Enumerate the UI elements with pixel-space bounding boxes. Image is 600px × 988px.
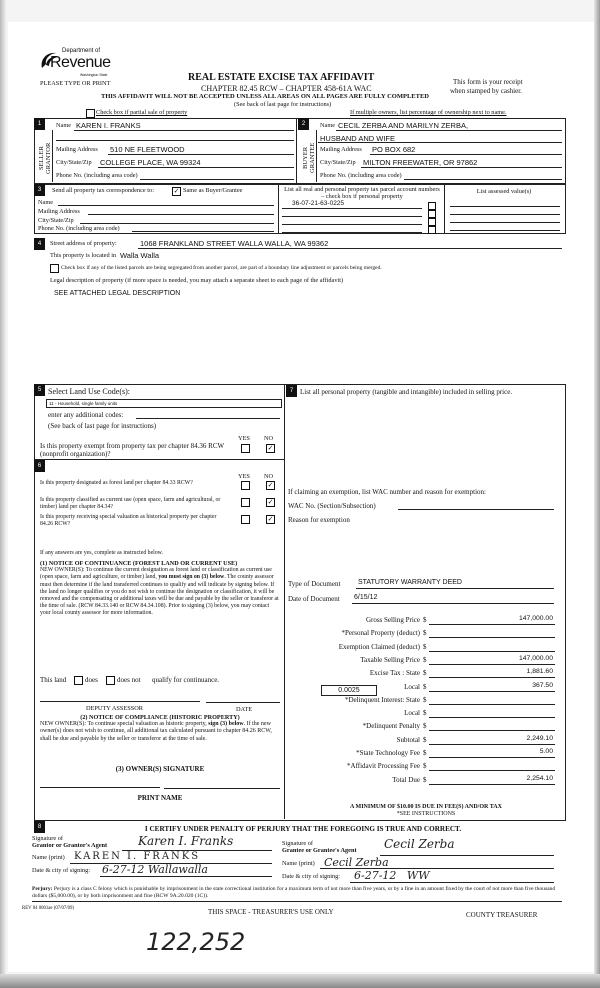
local-rate-value: 0.0025 bbox=[338, 687, 360, 694]
rev-code: REV 84 0001ae (07/07/09) bbox=[22, 906, 75, 911]
personal-property-checkbox[interactable] bbox=[428, 218, 436, 226]
buyer-name-line-2 bbox=[318, 142, 562, 143]
amount-field[interactable] bbox=[429, 730, 555, 731]
wac-field[interactable] bbox=[398, 509, 554, 510]
buyer-side-rule bbox=[316, 130, 317, 182]
seller-city-line bbox=[98, 167, 294, 168]
deputy-assessor-label: DEPUTY ASSESSOR bbox=[86, 705, 143, 712]
same-as-buyer-label: Same as Buyer/Grantee bbox=[183, 187, 243, 194]
parcel-number-field[interactable] bbox=[282, 232, 422, 233]
doc-date-value[interactable]: 6/15/12 bbox=[354, 594, 378, 601]
county-treasurer-label: COUNTY TREASURER bbox=[466, 911, 538, 919]
exempt-yes-checkbox[interactable] bbox=[241, 444, 250, 453]
amount-field[interactable] bbox=[429, 691, 555, 692]
doc-type-value[interactable]: STATUTORY WARRANTY DEED bbox=[358, 579, 462, 586]
grantee-signature[interactable]: Cecil Zerba bbox=[384, 837, 455, 851]
grantor-name-label: Name (print) bbox=[32, 854, 65, 861]
grantor-sig-label-2: Grantor or Grantor's Agent bbox=[32, 842, 108, 849]
currency-symbol: $ bbox=[423, 775, 427, 784]
grantor-name-value[interactable]: KAREN I. FRANKS bbox=[74, 851, 201, 862]
reason-label: Reason for exemption bbox=[288, 516, 350, 524]
scan-edge-left bbox=[0, 0, 6, 988]
yes-header-5: YES bbox=[238, 435, 250, 442]
section-6-question: Is this property receiving special valuation as historical property per chapter 84.26 RCW? bbox=[40, 514, 217, 527]
doc-date-label: Date of Document bbox=[288, 595, 340, 603]
assessed-header: List assessed value(s) bbox=[476, 188, 532, 195]
no-header-5: NO bbox=[264, 435, 274, 442]
section-3-badge: 3 bbox=[34, 184, 45, 196]
amount-field[interactable] bbox=[429, 651, 555, 652]
amount-label: *Personal Property (deduct) bbox=[341, 629, 420, 638]
compliance-text-a: NEW OWNER(S): To continue special valuation as historic property, bbox=[40, 721, 209, 728]
assessed-value-field[interactable] bbox=[450, 230, 560, 231]
grantee-date-value[interactable]: 6-27-12 WW bbox=[354, 869, 430, 882]
deputy-assessor-signature-field[interactable] bbox=[40, 701, 200, 702]
amount-value: 2,254.10 bbox=[526, 774, 553, 782]
perjury-text: Perjury is a class C felony which is punishable by imprisonment in the state correctional institution for a maximum term of not more than five years, or by a fine in an amount fixed by the court of not more than five thousand dollars ($5,000.00), or by both imprisonment and fine (RCW 9A.20.020 (1C)). bbox=[32, 886, 556, 899]
section-1-badge: 1 bbox=[34, 118, 45, 130]
buyer-mailing-value[interactable]: PO BOX 682 bbox=[372, 145, 416, 154]
land-use-label: Select Land Use Code(s): bbox=[48, 387, 130, 396]
amount-field[interactable] bbox=[429, 757, 555, 758]
handwritten-receipt-number: 122,252 bbox=[146, 928, 246, 956]
section-5-badge: 5 bbox=[34, 384, 45, 396]
seller-mailing-value[interactable]: 510 NE FLEETWOOD bbox=[110, 145, 185, 154]
column-divider bbox=[284, 384, 285, 819]
parties-divider bbox=[296, 118, 297, 184]
located-label: This property is located in bbox=[50, 252, 117, 259]
this-land-label: This land bbox=[40, 676, 67, 684]
does-not-qualify-checkbox[interactable] bbox=[106, 676, 115, 685]
owner-signature-field-2[interactable] bbox=[164, 788, 280, 789]
continuance-text-a: NEW OWNER(S): To continue the current designation as forest land or classification as current use (open space, farm and agriculture, or timber) land, bbox=[40, 567, 272, 581]
currency-symbol: $ bbox=[423, 749, 427, 757]
question-yes-checkbox[interactable] bbox=[241, 481, 250, 490]
continuance-text-b: . The county assessor must then determine if the land transferred continues to qualify and will indicate by signing below. If the land no longer qualifies or you do not wish to continue the designation or classification, it will be removed and the compensating or additional taxes will be due and payable by the seller or transferor at the time of sale. (RCW 84.33.140 or RCW 84.34.108). Prior to signing (3) below, you may contact your local county assessor for more information. bbox=[40, 574, 279, 617]
perjury-rule bbox=[32, 901, 562, 902]
assessor-date-field[interactable] bbox=[206, 702, 280, 703]
continuance-bold: you must sign on (3) below bbox=[158, 574, 225, 581]
partial-sale-label: Check box if partial sale of property bbox=[96, 109, 188, 116]
correspondence-divider bbox=[278, 184, 279, 234]
qualify-label: qualify for continuance. bbox=[152, 676, 220, 684]
assessed-value-field[interactable] bbox=[450, 214, 560, 215]
amount-label: Total Due bbox=[392, 775, 420, 784]
amount-field[interactable] bbox=[429, 677, 555, 678]
owner-signature-field[interactable] bbox=[40, 787, 160, 788]
form-chapter: CHAPTER 82.45 RCW – CHAPTER 458-61A WAC bbox=[201, 84, 372, 93]
assessor-date-label: DATE bbox=[236, 706, 253, 713]
grantee-name-value[interactable]: Cecil Zerba bbox=[324, 856, 389, 869]
additional-codes-label: enter any additional codes: bbox=[48, 411, 124, 419]
personal-property-checkbox[interactable] bbox=[428, 202, 436, 210]
amount-label: *Affidavit Processing Fee bbox=[347, 762, 420, 771]
assessed-value-field[interactable] bbox=[450, 206, 560, 207]
multiple-owners-note: If multiple owners, list percentage of ownership next to name. bbox=[350, 109, 507, 116]
amount-field[interactable] bbox=[429, 717, 555, 718]
doc-type-line bbox=[356, 588, 554, 589]
seller-phone-label: Phone No. (including area code) bbox=[56, 172, 138, 179]
amount-value: 147,000.00 bbox=[518, 654, 553, 662]
seller-city-label: City/State/Zip bbox=[56, 159, 92, 166]
exempt-no-checkbox[interactable]: ✓ bbox=[267, 444, 274, 452]
amount-label: Excise Tax : State bbox=[369, 669, 420, 678]
corr-phone-field[interactable] bbox=[132, 231, 274, 232]
grantee-sig-label-2: Grantee or Grantee's Agent bbox=[282, 847, 357, 854]
seller-mailing-label: Mailing Address bbox=[56, 146, 98, 153]
parcels-header: List all real and personal property tax parcel account numbers – check box if personal property bbox=[284, 186, 440, 200]
personal-property-checkbox[interactable] bbox=[428, 226, 436, 234]
amount-field[interactable] bbox=[429, 784, 555, 785]
assessed-divider bbox=[444, 184, 445, 234]
buyer-name-line bbox=[336, 130, 562, 131]
see-instructions-note: *SEE INSTRUCTIONS bbox=[396, 811, 456, 817]
owner-signature-label: (3) OWNER(S) SIGNATURE bbox=[115, 765, 205, 773]
exempt-question: Is this property exempt from property tax per chapter 84.36 RCW (nonprofit organization)? bbox=[40, 442, 224, 458]
seller-name-line-2 bbox=[56, 140, 294, 141]
segregated-label: Check box if any of the listed parcels are being segregated from another parcel, are part of a boundary line adjustment or parcels being merged. bbox=[61, 265, 382, 271]
additional-codes-field[interactable] bbox=[136, 418, 280, 419]
section-6-question: Is this property designated as forest land per chapter 84.33 RCW? bbox=[40, 480, 193, 486]
currency-symbol: $ bbox=[423, 629, 427, 638]
amount-label: *Delinquent Penalty bbox=[362, 722, 420, 731]
section-6-rule bbox=[34, 459, 284, 460]
see-back-note: (See back of last page for instructions) bbox=[234, 101, 332, 108]
currency-symbol: $ bbox=[423, 709, 427, 718]
buyer-city-line bbox=[361, 167, 562, 168]
question-no-checkbox[interactable]: ✓ bbox=[267, 498, 274, 506]
amount-label: Taxable Selling Price bbox=[360, 655, 420, 664]
buyer-side-label: BUYER GRANTEE bbox=[302, 142, 316, 174]
corr-city-field[interactable] bbox=[80, 223, 274, 224]
corr-name-label: Name bbox=[38, 199, 54, 206]
corr-city-label: City/State/Zip bbox=[38, 217, 74, 224]
amount-field[interactable] bbox=[429, 637, 555, 638]
corr-phone-label: Phone No. (including area code) bbox=[38, 225, 120, 232]
personal-property-checkbox[interactable] bbox=[428, 210, 436, 218]
buyer-name-value[interactable]: CECIL ZERBA AND MARILYN ZERBA, bbox=[338, 121, 469, 130]
correspondence-label: Send all property tax correspondence to: bbox=[52, 187, 154, 194]
street-label: Street address of property: bbox=[50, 240, 117, 247]
grantee-name-label: Name (print) bbox=[282, 860, 315, 867]
buyer-name-value-2[interactable]: HUSBAND AND WIFE bbox=[320, 134, 396, 143]
yes-header-6: YES bbox=[238, 473, 250, 480]
currency-symbol: $ bbox=[423, 616, 427, 624]
legal-value[interactable]: SEE ATTACHED LEGAL DESCRIPTION bbox=[54, 290, 181, 297]
amount-field[interactable] bbox=[429, 664, 555, 665]
land-use-see-back: (See back of last page for instructions) bbox=[48, 422, 157, 430]
currency-symbol: $ bbox=[423, 642, 427, 651]
doc-type-label: Type of Document bbox=[288, 580, 341, 588]
question-yes-checkbox[interactable] bbox=[241, 498, 250, 507]
personal-property-label: List all personal property (tangible and intangible) included in selling price. bbox=[300, 388, 513, 396]
section-6-badge: 6 bbox=[34, 460, 45, 472]
corr-mailing-field[interactable] bbox=[88, 214, 274, 215]
section-7-badge: 7 bbox=[286, 385, 297, 397]
seller-city-value[interactable]: COLLEGE PLACE, WA 99324 bbox=[100, 158, 201, 167]
grantor-sig-label-1: Signature of bbox=[32, 835, 63, 842]
amount-label: Local bbox=[404, 682, 420, 691]
currency-symbol: $ bbox=[423, 695, 427, 704]
assessed-value-field[interactable] bbox=[450, 222, 560, 223]
land-use-select[interactable] bbox=[46, 399, 282, 408]
seller-side-label: SELLER GRANTOR bbox=[38, 142, 52, 174]
amount-field[interactable] bbox=[429, 744, 555, 745]
perjury-label: Perjury: bbox=[32, 886, 53, 892]
amount-label: *State Technology Fee bbox=[356, 749, 420, 757]
compliance-title: (2) NOTICE OF COMPLIANCE (HISTORIC PROPERTY) bbox=[80, 714, 240, 721]
amount-field[interactable] bbox=[429, 770, 555, 771]
currency-symbol: $ bbox=[423, 735, 427, 744]
grantor-date-label: Date & city of signing: bbox=[32, 867, 91, 874]
seller-side-rule bbox=[52, 130, 53, 182]
print-name-label: PRINT NAME bbox=[137, 794, 183, 802]
buyer-name-label: Name bbox=[320, 122, 336, 129]
logo-state-text: Washington State bbox=[80, 73, 108, 77]
currency-symbol: $ bbox=[423, 762, 427, 771]
compliance-notice bbox=[40, 714, 280, 743]
continuance-notice bbox=[40, 560, 280, 618]
buyer-mailing-label: Mailing Address bbox=[320, 146, 362, 153]
does-not-label: does not bbox=[117, 676, 141, 684]
does-qualify-checkbox[interactable] bbox=[74, 676, 83, 685]
section-8-badge: 8 bbox=[34, 821, 45, 833]
if-yes-note: If any answers are yes, complete as instructed below. bbox=[40, 550, 163, 556]
located-value[interactable]: Walla Walla bbox=[120, 251, 160, 260]
buyer-phone-label: Phone No. (including area code) bbox=[320, 172, 402, 179]
seller-name-label: Name bbox=[56, 122, 72, 129]
form-warning: THIS AFFIDAVIT WILL NOT BE ACCEPTED UNLESS ALL AREAS ON ALL PAGES ARE FULLY COMPLETED bbox=[101, 93, 429, 100]
does-label: does bbox=[85, 676, 98, 684]
parcel-number-value[interactable]: 36-07-21-63-0225 bbox=[292, 200, 345, 207]
form-title: REAL ESTATE EXCISE TAX AFFIDAVIT bbox=[188, 72, 375, 83]
doc-date-line bbox=[352, 603, 554, 604]
street-line bbox=[138, 248, 562, 249]
grantor-signature[interactable]: Karen I. Franks bbox=[138, 834, 234, 848]
currency-symbol: $ bbox=[423, 722, 427, 731]
amount-field[interactable] bbox=[429, 704, 555, 705]
scan-edge-right bbox=[594, 0, 600, 988]
receipt-note-1: This form is your receipt bbox=[453, 78, 523, 86]
buyer-city-label: City/State/Zip bbox=[320, 159, 356, 166]
street-value[interactable]: 1068 FRANKLAND STREET WALLA WALLA, WA 99362 bbox=[140, 239, 329, 248]
seller-name-value[interactable]: KAREN I. FRANKS bbox=[76, 121, 141, 130]
amount-label: Exemption Claimed (deduct) bbox=[338, 642, 420, 651]
seller-name-line bbox=[74, 130, 294, 131]
logo-dept-text: Department of bbox=[62, 48, 101, 54]
amount-value: 1,881.60 bbox=[526, 668, 553, 676]
grantee-sig-label-1: Signature of bbox=[282, 840, 313, 847]
parcel-number-field[interactable] bbox=[282, 208, 422, 209]
continuance-title: (1) NOTICE OF CONTINUANCE (FOREST LAND OR CURRENT USE) bbox=[40, 560, 238, 567]
partial-sale-checkbox[interactable] bbox=[86, 109, 95, 118]
corr-name-field[interactable] bbox=[58, 205, 274, 206]
section-6-question: Is this property classified as current use (open space, farm and agricultural, or timber) land per chapter 84.34? bbox=[40, 497, 221, 510]
amount-label: Subtotal bbox=[396, 735, 420, 744]
wac-label: WAC No. (Section/Subsection) bbox=[288, 502, 376, 510]
amount-label: Gross Selling Price bbox=[365, 616, 420, 624]
parcel-number-field[interactable] bbox=[282, 224, 422, 225]
scan-edge-bottom bbox=[0, 974, 600, 988]
section-8-rule bbox=[34, 820, 564, 821]
currency-symbol: $ bbox=[423, 669, 427, 678]
affidavit-page bbox=[8, 22, 596, 972]
amount-value: 5.00 bbox=[539, 748, 553, 755]
section-4-badge: 4 bbox=[34, 238, 45, 250]
parcel-number-field[interactable] bbox=[282, 216, 422, 217]
no-header-6: NO bbox=[264, 473, 274, 480]
grantor-date-line bbox=[100, 876, 272, 877]
seller-phone-field[interactable] bbox=[140, 179, 294, 180]
minimum-note: A MINIMUM OF $10.00 IS DUE IN FEE(S) AND/OR TAX bbox=[350, 804, 502, 810]
seller-mailing-line bbox=[108, 154, 294, 155]
amount-value: 2,249.10 bbox=[526, 734, 553, 742]
currency-symbol: $ bbox=[423, 655, 427, 664]
amount-value: 367.50 bbox=[532, 681, 553, 689]
corr-mailing-label: Mailing Address bbox=[38, 208, 80, 215]
grantor-date-value[interactable]: 6-27-12 Wallawalla bbox=[102, 863, 208, 876]
grantee-date-line bbox=[350, 882, 554, 883]
question-yes-checkbox[interactable] bbox=[241, 515, 250, 524]
please-type-print: PLEASE TYPE OR PRINT bbox=[40, 80, 111, 87]
buyer-city-value[interactable]: MILTON FREEWATER, OR 97862 bbox=[363, 158, 478, 167]
certify-statement: I CERTIFY UNDER PENALTY OF PERJURY THAT THE FOREGOING IS TRUE AND CORRECT. bbox=[144, 825, 462, 833]
question-no-checkbox[interactable]: ✓ bbox=[267, 515, 274, 523]
amount-value: 147,000.00 bbox=[518, 615, 553, 622]
buyer-mailing-line bbox=[370, 154, 562, 155]
question-no-checkbox[interactable]: ✓ bbox=[267, 481, 274, 489]
compliance-text-b: . If the new owner(s) does not wish to continue, all additional tax calculated pursuant to chapter 84.26 RCW, shall be due and payable by the seller or transferor at the time of sale. bbox=[40, 721, 272, 742]
legal-label: Legal description of property (if more space is needed, you may attach a separate sheet to each page of the affidavit) bbox=[50, 277, 344, 284]
logo-name-text: Revenue bbox=[50, 54, 111, 71]
amount-field[interactable] bbox=[429, 624, 555, 625]
perjury-notice bbox=[32, 886, 568, 900]
amount-label: Local bbox=[404, 709, 420, 718]
exemption-label: If claiming an exemption, list WAC number and reason for exemption: bbox=[288, 488, 486, 496]
grantee-date-label: Date & city of signing: bbox=[282, 873, 341, 880]
buyer-phone-field[interactable] bbox=[404, 179, 562, 180]
currency-symbol: $ bbox=[423, 682, 427, 691]
receipt-note-2: when stamped by cashier. bbox=[450, 87, 522, 95]
same-as-buyer-checkbox[interactable]: ✓ bbox=[173, 187, 180, 195]
treasurer-use-only: THIS SPACE - TREASURER'S USE ONLY bbox=[208, 908, 334, 916]
compliance-bold: sign (3) below bbox=[208, 721, 244, 728]
section-2-badge: 2 bbox=[298, 118, 309, 130]
amount-label: *Delinquent Interest: State bbox=[344, 695, 420, 704]
grantee-signature-line bbox=[380, 855, 554, 856]
land-use-selected-value: 11 - Household, single family units bbox=[49, 401, 118, 406]
segregated-checkbox[interactable] bbox=[50, 264, 59, 273]
